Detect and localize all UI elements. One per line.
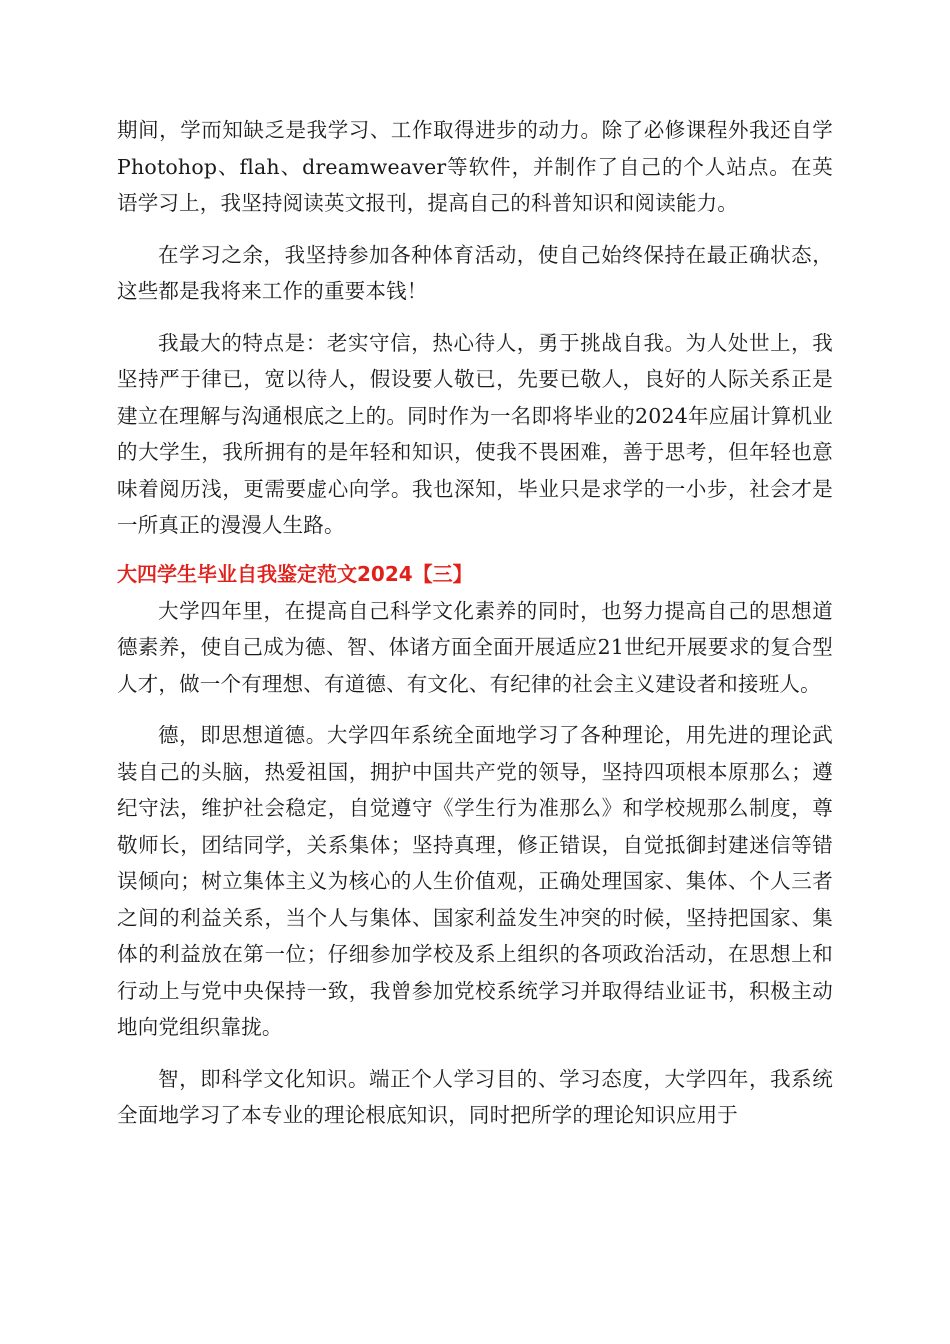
document-body [117, 112, 833, 1149]
paragraph-study-skills: 期间，学而知缺乏是我学习、工作取得进步的动力。除了必修课程外我还自学Photohop、flah、dreamweaver等软件，并制作了自己的个人站点。在英语学习上，我坚持阅读英文报刊，提高自己的科普知识和阅读能力。 [117, 118, 833, 215]
paragraph-four-years: 大学四年里，在提高自己科学文化素养的同时，也努力提高自己的思想道德素养，使自己成为德、智、体诸方面全面开展适应21世纪开展要求的复合型人才，做一个有理想、有道德、有文化、有纪律的社会主义建设者和接班人。 [117, 598, 833, 696]
paragraph-character: 我最大的特点是：老实守信，热心待人，勇于挑战自我。为人处世上，我坚持严于律已，宽以待人，假设要人敬已，先要已敬人，良好的人际关系正是建立在理解与沟通根底之上的。同时作为一名即将毕业的2024年应届计算机业的大学生，我所拥有的是年轻和知识，使我不畏困难，善于思考，但年轻也意味着阅历浅，更需要虚心向学。我也深知，毕业只是求学的一小步，社会才是一所真正的漫漫人生路。 [117, 330, 833, 537]
section-heading: 大四学生毕业自我鉴定范文2024【三】 [117, 561, 473, 586]
paragraph-moral: 德，即思想道德。大学四年系统全面地学习了各种理论，用先进的理论武装自己的头脑，热爱祖国，拥护中国共产党的领导，坚持四项根本原那么；遵纪守法，维护社会稳定，自觉遵守《学生行为准那么》和学校规那么制度，尊敬师长，团结同学，关系集体；坚持真理，修正错误，自觉抵御封建迷信等错误倾向；树立集体主义为核心的人生价值观，正确处理国家、集体、个人三者之间的利益关系，当个人与集体、国家利益发生冲突的时候，坚持把国家、集体的利益放在第一位；仔细参加学校及系上组织的各项政治活动，在思想上和行动上与党中央保持一致，我曾参加党校系统学习并取得结业证书，积极主动地向党组织靠拢。 [117, 723, 833, 1039]
paragraph-sports: 在学习之余，我坚持参加各种体育活动，使自己始终保持在最正确状态，这些都是我将来工作的重要本钱！ [117, 242, 833, 303]
paragraph-knowledge: 智，即科学文化知识。端正个人学习目的、学习态度，大学四年，我系统全面地学习了本专业的理论根底知识，同时把所学的理论知识应用于 [117, 1066, 833, 1127]
